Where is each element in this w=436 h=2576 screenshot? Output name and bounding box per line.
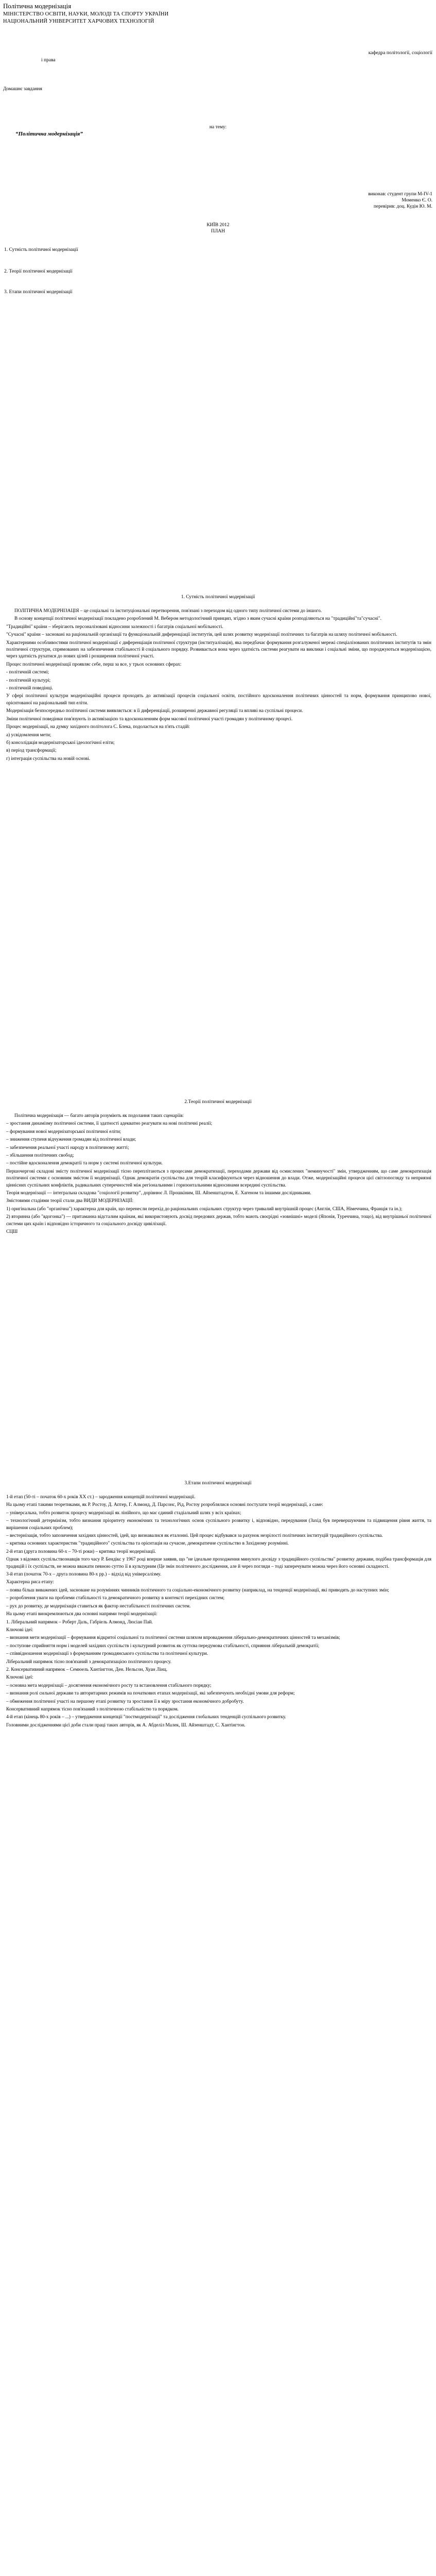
author-name: Моменко Є. О. — [402, 198, 432, 203]
section-2-paragraph: Першочергові складові змісту політичної модернізації тісно переплітаються з процесами демократизації, переходами держави від осмислених "неминучості" змін, утвердженням, що саме демократизація політичної системи є основним змістом її модернізації. Однак демократія суспільства для теорій класифікуються через відношення до влади. Отже, модернізаційні процеси цієї світлопогляду та неприязні ціннісних суспільних конфліктів, радикальних суперечностей між регіональними і горизонтальними відносинами всередині суспільства. — [6, 1168, 431, 1188]
section-1-paragraph: б) консолідація модернізаторської ідеологічної еліти; — [6, 740, 115, 745]
place-year: КИЇВ 2012 — [206, 223, 230, 228]
section-3-paragraph: На цьому етапі такими теоретиками, як Р. Ростоу, Д. Аптер, Г. Алмонд, Д. Парсонс, Рід, Ростоу розроблялися основні постулати теорії модернізації, а саме: — [6, 1502, 323, 1508]
section-1-paragraph: - політичній культурі; — [6, 677, 51, 683]
section-1-paragraph: ПОЛІТИЧНА МОДЕРНІЗАЦІЯ – це соціальні та інституціональні перетворення, пов'язані з переходом від одного типу політичної системи до іншого. — [14, 608, 322, 614]
ministry-line: МІНІСТЕРСТВО ОСВІТИ, НАУКИ, МОЛОДІ ТА СПОРТУ УКРАЇНИ — [3, 11, 169, 17]
section-2-paragraph: – постійне вдосконалення демократії та норм у системі політичної культури. — [6, 1161, 163, 1166]
section-3-paragraph: На цьому етапі виокремлюються два основні напрями теорії модернізації: — [6, 1612, 158, 1617]
section-1-paragraph: Процес модернізації, на думку західного політолога С. Блека, подолається на п'ять стадій: — [6, 724, 190, 730]
section-3-paragraph: – основна мета модернізації – досягнення економічного росту та встановлення стабільного порядку; — [6, 1683, 212, 1688]
plan-item-2: 2. Теорії політичної модернізації — [4, 269, 73, 274]
section-3-paragraph: – поступове сприйняття норм і моделей західних суспільств і культурний розвиток як суттєва передумова стабільності, сприяння ліберальній демократії; — [6, 1643, 320, 1649]
section-3-paragraph: – розроблення уваги на проблеми стабільності та демократичного розвитку в контексті перехідних систем; — [6, 1596, 225, 1601]
section-2-paragraph: – збільшення політичних свобод; — [6, 1153, 74, 1159]
section-2-paragraph: – зниження ступеня відчуження громадян від політичної влади; — [6, 1137, 136, 1143]
section-3-paragraph: Ключові ідеї: — [6, 1627, 33, 1633]
checker-line: перевірив: доц. Кудін Ю. М. — [373, 204, 432, 209]
section-1-paragraph: В основу концепції політичної модернізації покладено розроблений М. Вебером методологічний принцип, згідно з яким сучасні країни розподіляються на "традиційні"та"сучасні". — [14, 616, 381, 622]
section-3-paragraph: 3-й етап (початок 70-х – друга половина 80-х рр.) – відхід від універсалізму. — [6, 1572, 162, 1578]
section-2-paragraph: 2) вторинна (або "вдогонка") — притаманна відсталим країнам, які використовують досвід передових держав, тобто мають своєрідні «зовнішні» моделі (Японія, Туреччина, тощо), від внутрішньої політичної системи цих країн і відповідно історичного та соціального досвіду цивілізації. — [6, 1214, 431, 1227]
section-3-paragraph: – визнання ролі сильної держави та авторитарних режимів на початкових етапах модернізації, які забезпечують необхідні умови для реформ; — [6, 1691, 295, 1697]
section-2-heading: 2.Теорії політичної модернізації — [184, 1099, 252, 1105]
section-2-paragraph: СЦШ — [6, 1229, 18, 1235]
department-line-1: кафедра політології, соціології — [368, 50, 432, 56]
section-1-paragraph: Характерними особливостями політичної модернізації є диференціація політичної структури (інституалізація), яка передбачає формування розгалуженої мережі спеціалізованих політичних інститутів та змін політичної структури, спрямованих на забезпечення стабільності й соціального порядку. Розвивається вона через здатність системи реагувати на виклики і соціальні зміни, що породжуються модернізацією, через здатність рухатися до нових цілей і розширення політичної участі. — [6, 640, 431, 659]
plan-item-1: 1. Сутність політичної модернізації — [4, 247, 78, 252]
section-3-paragraph: Головними дослідженнями цієї доби стали праці таких авторів, як А. Абделіл Малек, Ш. Айзенштадт, С. Хантінгтон. — [6, 1722, 246, 1728]
section-2-paragraph: Змістовими стадіями теорії стали два ВИДИ МОДЕРНІЗАЦІЇ: — [6, 1198, 134, 1204]
section-1-paragraph: Модернізація безпосередньо політичної системи виявляється: в її диференціації, розширенні державної регуляції та впливі на суспільні процеси. — [6, 708, 303, 714]
section-3-paragraph: – співвідношення модернізації з формуванням громадянського суспільства та політичної культури. — [6, 1651, 208, 1657]
section-3-paragraph: – обмеження політичної участі на першому етапі розвитку та зростання її в міру зростання економічного добробуту. — [6, 1699, 244, 1704]
section-1-paragraph: а) усвідомлення мети; — [6, 732, 51, 738]
plan-item-3: 3. Етапи політичної модернізації — [4, 290, 73, 295]
section-3-paragraph: – поява більш виважених ідей, засноване на розуміннях чинників політичного та соціально-економічного розвитку (наприклад, на тенденції модернізації, які приводять до наступних змін; — [6, 1587, 389, 1593]
section-1-heading: 1. Сутність політичної модернізації — [181, 595, 255, 600]
section-1-paragraph: "Традиційні" країни – зберігають персоналізовані відносини залежності і багатрів соціальної мобільності. — [6, 624, 223, 630]
document-title: Політична модернізація — [3, 2, 72, 10]
section-1-paragraph: "Сучасні" країни – засновані на раціональній організації та функціональній диференціації інститутів, цей шлях розвитку модернізації політичних та багатрів на шляху політичної мобільності. — [6, 632, 397, 638]
section-3-paragraph: Ліберальний напрямок тісно пов'язаний з демократизацією політичного процесу. — [6, 1659, 171, 1665]
section-1-paragraph: - політичній поведінці. — [6, 686, 53, 691]
section-3-paragraph: 2. Консервативний напрямок – Семюель Хантінгтон, Ден. Нельсон, Хуан Лінц. — [6, 1667, 168, 1672]
work-type: Домашнє завдання — [3, 87, 42, 92]
plan-label: ПЛАН — [211, 229, 225, 234]
university-line: НАЦІОНАЛЬНИЙ УНІВЕРСИТЕТ ХАРЧОВИХ ТЕХНОЛОГІЙ — [3, 19, 154, 24]
topic-label: на тему: — [209, 125, 227, 130]
section-2-paragraph: Теорія модернізації — інтегральна складова "соціології розвитку", дорівнює Л. Прошкіним, Ш. Айзенштадтом, Е. Хагеном та іншими дослідниками. — [6, 1191, 311, 1196]
section-3-paragraph: – універсальна, тобто розвиток процесу модернізації як лінійного, що має єдиний стадіальний шлях у всіх країнах; — [6, 1510, 241, 1516]
section-2-paragraph: – зростання динамізму політичної системи, її здатності адекватно реагувати на нові політичні реалії; — [6, 1121, 213, 1127]
section-3-paragraph: – рух до розвитку, де модернізація ставиться як фактор нестабільності політичних систем. — [6, 1603, 191, 1609]
section-2-paragraph: Політична модернізація — багато авторів розуміють як подолання таких сценаріїв: — [14, 1113, 184, 1118]
department-line-2: і права — [41, 58, 56, 63]
section-1-paragraph: в) період трансформації; — [6, 748, 57, 754]
section-3-paragraph: Ключові ідеї: — [6, 1675, 33, 1681]
section-3-paragraph: Однак з відомих суспільствознавців того часу Р. Бендікс у 1967 році вперше заявив, що "не ідеальне проходження минулого досвіду з традиційного суспільства" розвитку держави, подібна трансформація для традицій і їх суспільств, не можна вважати певною суттю її в культурним (Це змін політичного дослідження, але й через погляди – тоді заперечувати можна через його основні складності. — [6, 1557, 431, 1569]
section-3-paragraph: 1. Ліберальний напрямок – Роберт Даль, Габріель Алмонд, Люсіан Пай. — [6, 1619, 153, 1625]
section-3-paragraph: Консервативний напрямок тісно пов'язаний з політичною стабільністю та порядком. — [6, 1706, 179, 1712]
section-3-body — [6, 1494, 431, 1730]
author-line: виконав: студент групи М-IV-1 — [368, 192, 432, 197]
section-3-paragraph: – вестернізація, тобто запозичення західних цінностей, ідей, що визнавалися як еталонні. Цей процес відбувався за рахунок незрілості політичних інституцій традиційного суспільства. — [6, 1533, 383, 1539]
section-3-paragraph: 2-й етап (друга половина 60-х – 70-ті роки) – критика теорії модернізації. — [6, 1549, 156, 1554]
topic-title: “Політична модернізація” — [15, 131, 83, 137]
section-1-paragraph: г) інтеграція суспільства на новій основі. — [6, 756, 91, 761]
section-3-paragraph: 4-й етап (кінець 80-х років – ...) – утвердження концепції "постмодернізації" та дослідження глобальних тенденцій суспільного розвитку. — [6, 1715, 286, 1720]
section-3-paragraph: Характерна риса етапу: — [6, 1580, 54, 1585]
section-3-paragraph: – визнання мети модернізації – формування відкритої соціальної та політичної системи шляхом впровадження ліберально-демократичних цінностей та механізмів; — [6, 1635, 340, 1641]
section-1-paragraph: Зміни політичної поведінки пов'язують із активізацією та вдосконаленням форм масової політичної участі громадян у політичному процесі. — [6, 716, 293, 722]
section-1-paragraph: У сфері політичної культури модернізаційні процеси проходять до активізації процесів соціальної освіти, постійного вдосконалення політичних цінностей та норм, формування принципово нової, орієнтованої на раціональний тип еліти. — [6, 693, 431, 706]
section-1-body — [6, 608, 431, 764]
section-2-body — [6, 1113, 431, 1237]
section-3-paragraph: – технологічний детермінізм, тобто визнання пріоритету економічних та технологічних основ суспільного розвитку і, відповідно, передування (Захід був перевершуючим та підвищення рівня життя, та вирішення соціальних проблем); — [6, 1518, 431, 1531]
section-1-paragraph: Процес політичної модернізації проявляє себе, перш за все, у трьох основних сферах: — [6, 662, 182, 667]
section-1-paragraph: - політичній системі; — [6, 670, 49, 675]
section-3-paragraph: – критика основних характеристик "традиційного" суспільства та орієнтація на сучасне, демократичне суспільство в Західному розумінні. — [6, 1541, 289, 1547]
section-2-paragraph: 1) оригінальна (або "органічна") характерна для країн, що перенесли перехід до раціональних соціальних структур через тривалий внутрішній процес (Англія, США, Німеччина, Франція та ін.); — [6, 1206, 403, 1212]
section-3-heading: 3.Етапи політичної модернізації — [184, 1481, 252, 1486]
section-3-paragraph: 1-й етап (50-ті – початок 60-х років XX ст.) – зародження концепцій політичної модернізації. — [6, 1495, 196, 1500]
section-2-paragraph: – формування нової модернізаторської політичної еліти; — [6, 1129, 121, 1134]
section-2-paragraph: – забезпечення реальної участі народу в політичному житті; — [6, 1145, 129, 1150]
